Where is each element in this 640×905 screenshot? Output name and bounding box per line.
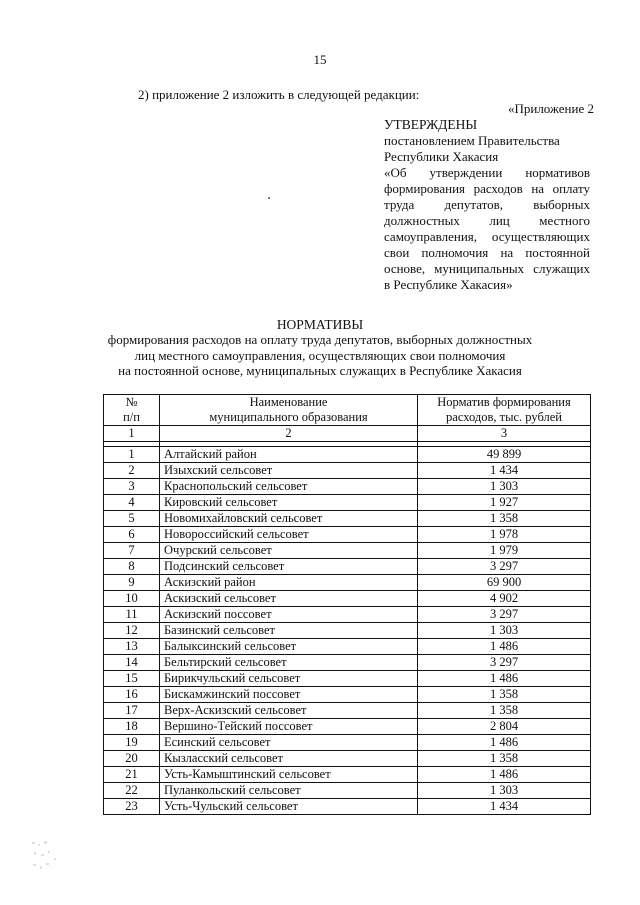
header-norm-line: Норматив формирования [437, 395, 571, 409]
header-norm-line: расходов, тыс. рублей [446, 410, 562, 424]
table-body [104, 447, 591, 815]
header-number-line: п/п [123, 410, 140, 424]
subheading-line: на постоянной основе, муниципальных служащих в Республике Хакасия [118, 363, 522, 378]
row-number-cell: 12 [104, 623, 160, 639]
table-row [104, 495, 591, 511]
row-name-cell: Усть-Камыштинский сельсовет [160, 767, 418, 783]
row-value-cell: 1 927 [418, 495, 591, 511]
scan-noise-icon [30, 838, 90, 878]
row-value-cell: 3 297 [418, 559, 591, 575]
row-name-cell: Аскизский поссовет [160, 607, 418, 623]
approval-block [384, 101, 594, 293]
column-number: 1 [104, 426, 160, 442]
row-number-cell: 19 [104, 735, 160, 751]
table-row [104, 479, 591, 495]
table-row [104, 559, 591, 575]
row-number-cell: 3 [104, 479, 160, 495]
table-row [104, 639, 591, 655]
row-name-cell: Бискамжинский поссовет [160, 687, 418, 703]
row-name-cell: Краснопольский сельсовет [160, 479, 418, 495]
row-number-cell: 1 [104, 447, 160, 463]
approval-line: должностных лиц местного [384, 213, 590, 228]
table-row [104, 751, 591, 767]
row-value-cell: 3 297 [418, 607, 591, 623]
table-row [104, 655, 591, 671]
approval-line: в Республике Хакасия» [384, 277, 513, 292]
row-number-cell: 11 [104, 607, 160, 623]
norms-table [103, 394, 591, 815]
table-row [104, 511, 591, 527]
row-number-cell: 21 [104, 767, 160, 783]
row-value-cell: 69 900 [418, 575, 591, 591]
row-number-cell: 22 [104, 783, 160, 799]
row-number-cell: 10 [104, 591, 160, 607]
table-row [104, 671, 591, 687]
row-name-cell: Пуланкольский сельсовет [160, 783, 418, 799]
header-number [104, 395, 160, 426]
approval-line: Республики Хакасия [384, 149, 499, 164]
row-name-cell: Кировский сельсовет [160, 495, 418, 511]
column-number: 3 [418, 426, 591, 442]
document-subheading [0, 332, 640, 379]
row-number-cell: 15 [104, 671, 160, 687]
row-number-cell: 20 [104, 751, 160, 767]
row-value-cell: 4 902 [418, 591, 591, 607]
approval-line: самоуправления, осуществляющих [384, 229, 590, 244]
header-name-line: муниципального образования [209, 410, 368, 424]
row-number-cell: 18 [104, 719, 160, 735]
row-name-cell: Новороссийский сельсовет [160, 527, 418, 543]
row-number-cell: 4 [104, 495, 160, 511]
row-name-cell: Усть-Чульский сельсовет [160, 799, 418, 815]
header-norm [418, 395, 591, 426]
column-number: 2 [160, 426, 418, 442]
row-number-cell: 17 [104, 703, 160, 719]
table-row [104, 767, 591, 783]
approval-line: основе, муниципальных служащих [384, 261, 590, 276]
approval-line: труда депутатов, выборных [384, 197, 590, 212]
table-row [104, 703, 591, 719]
table-row [104, 687, 591, 703]
row-value-cell: 3 297 [418, 655, 591, 671]
row-number-cell: 14 [104, 655, 160, 671]
row-name-cell: Есинский сельсовет [160, 735, 418, 751]
row-name-cell: Алтайский район [160, 447, 418, 463]
table-row [104, 799, 591, 815]
table-row [104, 527, 591, 543]
row-number-cell: 6 [104, 527, 160, 543]
row-value-cell: 1 979 [418, 543, 591, 559]
table-row [104, 735, 591, 751]
row-number-cell: 8 [104, 559, 160, 575]
row-value-cell: 2 804 [418, 719, 591, 735]
document-heading: НОРМАТИВЫ [276, 317, 364, 332]
row-value-cell: 1 303 [418, 783, 591, 799]
row-value-cell: 1 434 [418, 799, 591, 815]
table-row [104, 591, 591, 607]
header-name [160, 395, 418, 426]
header-number-line: № [125, 395, 138, 409]
row-name-cell: Кызласский сельсовет [160, 751, 418, 767]
table-row [104, 575, 591, 591]
row-name-cell: Бирикчульский сельсовет [160, 671, 418, 687]
header-name-line: Наименование [249, 395, 328, 409]
row-value-cell: 1 358 [418, 703, 591, 719]
row-value-cell: 1 303 [418, 479, 591, 495]
row-number-cell: 23 [104, 799, 160, 815]
stray-dot [268, 197, 270, 199]
table-row [104, 543, 591, 559]
table-header-row [104, 395, 591, 426]
row-value-cell: 1 486 [418, 639, 591, 655]
table-row [104, 463, 591, 479]
row-number-cell: 2 [104, 463, 160, 479]
row-number-cell: 9 [104, 575, 160, 591]
row-value-cell: 1 486 [418, 735, 591, 751]
table-row [104, 783, 591, 799]
row-name-cell: Балыксинский сельсовет [160, 639, 418, 655]
intro-text: 2) приложение 2 изложить в следующей редакции: [138, 87, 420, 102]
approved-title: УТВЕРЖДЕНЫ [384, 117, 478, 132]
row-value-cell: 1 303 [418, 623, 591, 639]
row-number-cell: 7 [104, 543, 160, 559]
approval-line: свои полномочия на постоянной [384, 245, 590, 260]
row-number-cell: 13 [104, 639, 160, 655]
row-name-cell: Верх-Аскизский сельсовет [160, 703, 418, 719]
approval-line: «Об утверждении нормативов [384, 165, 590, 180]
appendix-reference: «Приложение 2 [507, 101, 594, 116]
row-number-cell: 16 [104, 687, 160, 703]
approval-line: формирования расходов на оплату [384, 181, 590, 196]
row-name-cell: Аскизский сельсовет [160, 591, 418, 607]
page-number: 15 [313, 52, 327, 67]
row-value-cell: 1 978 [418, 527, 591, 543]
row-number-cell: 5 [104, 511, 160, 527]
row-name-cell: Аскизский район [160, 575, 418, 591]
table-row [104, 719, 591, 735]
subheading-line: лиц местного самоуправления, осуществляющих свои полномочия [134, 347, 506, 363]
row-value-cell: 1 358 [418, 751, 591, 767]
approval-text [384, 133, 590, 293]
row-name-cell: Новомихайловский сельсовет [160, 511, 418, 527]
table-row [104, 447, 591, 463]
row-name-cell: Изыхский сельсовет [160, 463, 418, 479]
row-value-cell: 1 486 [418, 671, 591, 687]
row-name-cell: Вершино-Тейский поссовет [160, 719, 418, 735]
row-value-cell: 1 434 [418, 463, 591, 479]
row-name-cell: Базинский сельсовет [160, 623, 418, 639]
row-value-cell: 1 358 [418, 687, 591, 703]
row-value-cell: 49 899 [418, 447, 591, 463]
row-value-cell: 1 358 [418, 511, 591, 527]
table-row [104, 623, 591, 639]
row-name-cell: Бельтирский сельсовет [160, 655, 418, 671]
approval-line: постановлением Правительства [384, 133, 560, 148]
column-number-row [104, 426, 591, 442]
row-name-cell: Очурский сельсовет [160, 543, 418, 559]
table-row [104, 607, 591, 623]
subheading-line: формирования расходов на оплату труда депутатов, выборных должностных [107, 332, 533, 347]
row-value-cell: 1 486 [418, 767, 591, 783]
row-name-cell: Подсинский сельсовет [160, 559, 418, 575]
